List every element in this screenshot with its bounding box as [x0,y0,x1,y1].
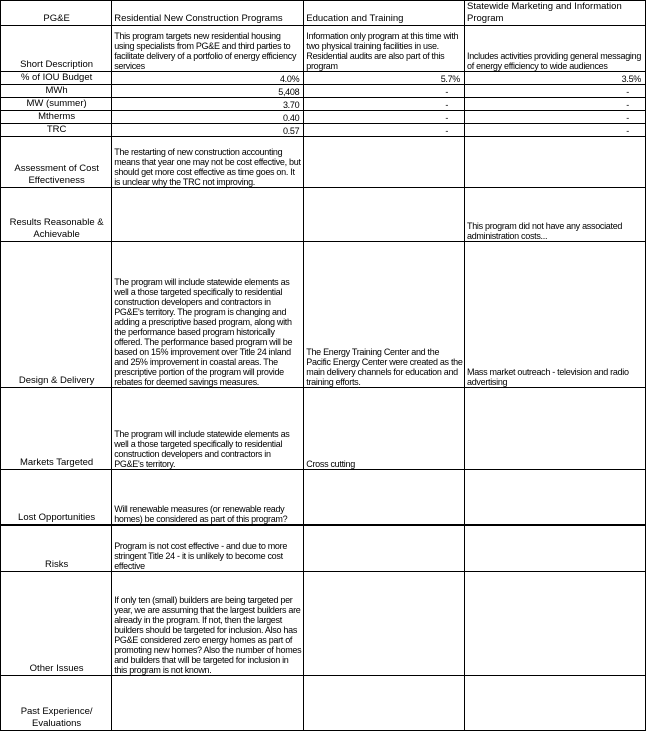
cell-statewide-marketing: - [465,111,646,124]
cell-education: Cross cutting [304,388,465,470]
row-label: Markets Targeted [1,388,112,470]
cell-statewide-marketing: - [465,124,646,137]
cell-residential: The program will include statewide elements as well a those targeted specifically to residential construction developers and contractors in PG&E's territory. The program is changing and adding a prescriptive based program, along with the performance based program historically offered. The performance based program will be based on 15% improvement over Title 24 inland and 25% improvement in coastal areas. The prescriptive portion of the program will provide rebates for deemed savings measures. [112,242,304,388]
table-row-markets-targeted [1,388,646,470]
cell-residential: The program will include statewide elements as well a those targeted specifically to residential construction developers and contractors in PG&E's territory. [112,388,304,470]
header-row [1,1,646,26]
cell-education: Information only program at this time with two physical training facilities in use. Residential audits are also part of this program [304,26,465,72]
cell-statewide-marketing [465,388,646,470]
cell-statewide-marketing: 3.5% [465,72,646,85]
row-label: Assessment of Cost Effectiveness [1,137,112,188]
cell-residential: 0.40 [112,111,304,124]
cell-residential: 0.57 [112,124,304,137]
row-label: Results Reasonable & Achievable [1,188,112,242]
table-row-results-reasonable [1,188,646,242]
row-label: Other Issues [1,572,112,676]
cell-education [304,137,465,188]
cell-education: - [304,124,465,137]
cell-education: The Energy Training Center and the Pacific Energy Center were created as the main delivery channels for education and training efforts. [304,242,465,388]
cell-residential: If only ten (small) builders are being targeted per year, we are assuming that the largest builders are already in the program. If not, then the largest builders should be targeted for inclusion. Also has PG&E considered zero energy homes as part of promoting new homes? Also the number of homes and builders that will be targeted for inclusion in this program is not known. [112,572,304,676]
cell-statewide-marketing [465,676,646,731]
row-label: % of IOU Budget [1,72,112,85]
cell-residential [112,676,304,731]
cell-residential [112,188,304,242]
row-label: MWh [1,85,112,98]
cell-statewide-marketing [465,572,646,676]
cell-education [304,188,465,242]
cell-residential: 5,408 [112,85,304,98]
table-row-design-delivery [1,242,646,388]
cell-statewide-marketing: - [465,98,646,111]
cell-education [304,525,465,572]
cell-residential: 4.0% [112,72,304,85]
cell-statewide-marketing: Mass market outreach - television and radio advertising [465,242,646,388]
table-row-past-experience [1,676,646,731]
program-header-statewide-marketing: Statewide Marketing and Information Program [465,1,646,26]
cell-statewide-marketing [465,470,646,525]
table-row-lost-opportunities [1,470,646,525]
cell-statewide-marketing: This program did not have any associated administration costs... [465,188,646,242]
cell-education [304,572,465,676]
cell-residential: The restarting of new construction accounting means that year one may not be cost effective, but should get more cost effective as time goes on. It is unclear why the TRC not improving. [112,137,304,188]
cell-education: 5.7% [304,72,465,85]
table-row-other-issues [1,572,646,676]
row-label: Lost Opportunities [1,470,112,525]
row-label: TRC [1,124,112,137]
row-label: Risks [1,525,112,572]
row-label: Past Experience/ Evaluations [1,676,112,731]
program-header-residential: Residential New Construction Programs [112,1,304,26]
row-label: Design & Delivery [1,242,112,388]
cell-statewide-marketing [465,525,646,572]
table-row-mtherms [1,111,646,124]
cell-statewide-marketing [465,137,646,188]
table-row-short-description [1,26,646,72]
cell-education [304,470,465,525]
table-row-trc [1,124,646,137]
row-label: Short Description [1,26,112,72]
cell-residential: Will renewable measures (or renewable ready homes) be considered as part of this program? [112,470,304,525]
org-header: PG&E [1,1,112,26]
cell-statewide-marketing: Includes activities providing general messaging of energy efficiency to wide audiences [465,26,646,72]
table-row-mwh [1,85,646,98]
row-label: Mtherms [1,111,112,124]
table-row-mw-summer [1,98,646,111]
program-header-education: Education and Training [304,1,465,26]
table-row-cost-effectiveness [1,137,646,188]
cell-education: - [304,85,465,98]
cell-education [304,676,465,731]
table-row-iou-budget [1,72,646,85]
cell-education: - [304,111,465,124]
table-row-risks [1,525,646,572]
cell-education: - [304,98,465,111]
cell-residential: 3.70 [112,98,304,111]
cell-residential: Program is not cost effective - and due to more stringent Title 24 - it is unlikely to become cost effective [112,525,304,572]
row-label: MW (summer) [1,98,112,111]
cell-statewide-marketing: - [465,85,646,98]
cell-residential: This program targets new residential housing using specialists from PG&E and third parties to facilitate delivery of a portfolio of energy efficiency services [112,26,304,72]
